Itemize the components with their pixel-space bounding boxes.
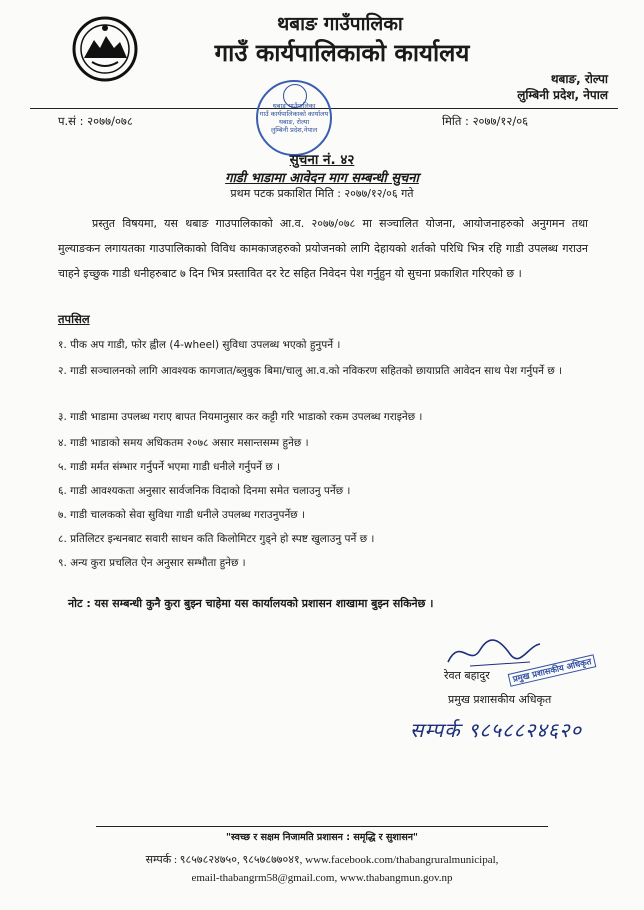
reference-number: प.सं : २०७७/०७८ — [58, 114, 133, 128]
municipality-name: थबाङ गाउँपालिका — [277, 13, 403, 35]
signatory-stamp: प्रमुख प्रशासकीय अधिकृत — [508, 654, 597, 687]
detail-item-6: ६. गाडी आवश्यकता अनुसार सार्वजनिक विदाको दिनमा समेत चलाउनु पर्नेछ । — [58, 485, 351, 497]
nepal-emblem-icon — [70, 14, 140, 84]
address-line1: थबाङ, रोल्पा — [550, 72, 608, 86]
footer-motto: "स्वच्छ र सक्षम निजामति प्रशासन : समृद्धि र सुशासन" — [226, 832, 418, 843]
seal-line: थबाङ, रोल्पा — [278, 118, 310, 126]
footer-contact-line1: सम्पर्क : ९८५७८२४७५०, ९८५७८७७०४१, www.facebook.com/thabangruralmunicipal, — [145, 854, 499, 866]
first-published-date: प्रथम पटक प्रकाशित मिति : २०७७/१२/०६ गते — [230, 187, 414, 200]
signature-scribble-icon — [440, 632, 550, 672]
detail-item-1: १. पीक अप गाडी, फोर ह्वील (4-wheel) सुविधा उपलब्ध भएको हुनुपर्ने । — [58, 339, 341, 351]
note-text: नोट : यस सम्बन्धी कुनै कुरा बुझ्न चाहेमा यस कार्यालयको प्रशासन शाखामा बुझ्न सकिनेछ । — [68, 597, 434, 610]
seal-line: लुम्बिनी प्रदेश,नेपाल — [270, 126, 318, 134]
detail-item-4: ४. गाडी भाडाको समय अधिकतम २०७८ असार मसान्तसम्म हुनेछ । — [58, 437, 309, 449]
seal-line: गाउँ कार्यपालिकाको कार्यालय — [259, 110, 329, 118]
seal-line: थबाङ गाउँपालिका — [272, 102, 316, 110]
issue-date: मिति : २०७७/१२/०६ — [442, 114, 529, 128]
notice-title: गाडी भाडामा आवेदन माग सम्बन्धी सुचना — [225, 171, 419, 186]
detail-item-8: ८. प्रतिलिटर इन्धनबाट सवारी साधन कति किलोमिटर गुड्ने हो स्पष्ट खुलाउनु पर्ने छ । — [58, 533, 375, 545]
footer-divider — [96, 826, 548, 827]
detail-item-7: ७. गाडी चालकको सेवा सुविधा गाडी धनीले उपलब्ध गराउनुपर्नेछ । — [58, 509, 305, 521]
address-line2: लुम्बिनी प्रदेश, नेपाल — [517, 88, 608, 102]
handwritten-contact: सम्पर्क ९८५८८२४६२० — [410, 718, 582, 742]
office-name: गाउँ कार्यपालिकाको कार्यालय — [214, 39, 470, 67]
detail-item-2: २. गाडी सञ्चालनको लागि आवश्यक कागजात/ब्लुबुक बिमा/चालु आ.व.को नविकरण सहितको छायाप्रति आवेदन साथ पेश गर्नुपर्ने छ । — [58, 365, 563, 377]
detail-item-5: ५. गाडी मर्मत संम्भार गर्नुपर्ने भएमा गाडी धनीले गर्नुपर्ने छ । — [58, 461, 281, 473]
footer-contact-line2: email-thabangrm58@gmail.com, www.thabangmun.gov.np — [191, 872, 453, 884]
signatory-name: रेवत बहादुर — [444, 669, 490, 682]
details-heading: तपसिल — [58, 312, 90, 326]
notice-paragraph: प्रस्तुत विषयमा, यस थबाङ गाउपालिकाको आ.व. २०७७/०७८ मा सञ्चालित योजना, आयोजनाहरुको अनुगमन तथा मुल्याङकन लगायतका गाउपालिकाको विविध कामकाजहरुको प्रयोजनको लागि देहायको शर्तको परिधि भित्र रहि गाडी उपलब्ध गराउन चाहने इच्छुक गाडी धनीहरुबाट ७ दिन भित्र प्रस्तावित दर रेट सहित निवेदन पेश गर्नुहुन यो सुचना प्रकाशित गरिएको छ । — [58, 217, 588, 280]
detail-item-3: ३. गाडी भाडामा उपलब्ध गराए बापत नियमानुसार कर कट्टी गरि भाडाको रकम उपलब्ध गराइनेछ । — [58, 411, 423, 423]
seal-logo-icon — [283, 84, 307, 108]
office-seal-stamp — [256, 80, 332, 156]
signatory-post: प्रमुख प्रशासकीय अधिकृत — [448, 693, 552, 706]
notice-number: सुचना नं. ४२ — [289, 152, 355, 168]
detail-item-9: ९. अन्य कुरा प्रचलित ऐन अनुसार सम्भौता हुनेछ । — [58, 557, 246, 569]
